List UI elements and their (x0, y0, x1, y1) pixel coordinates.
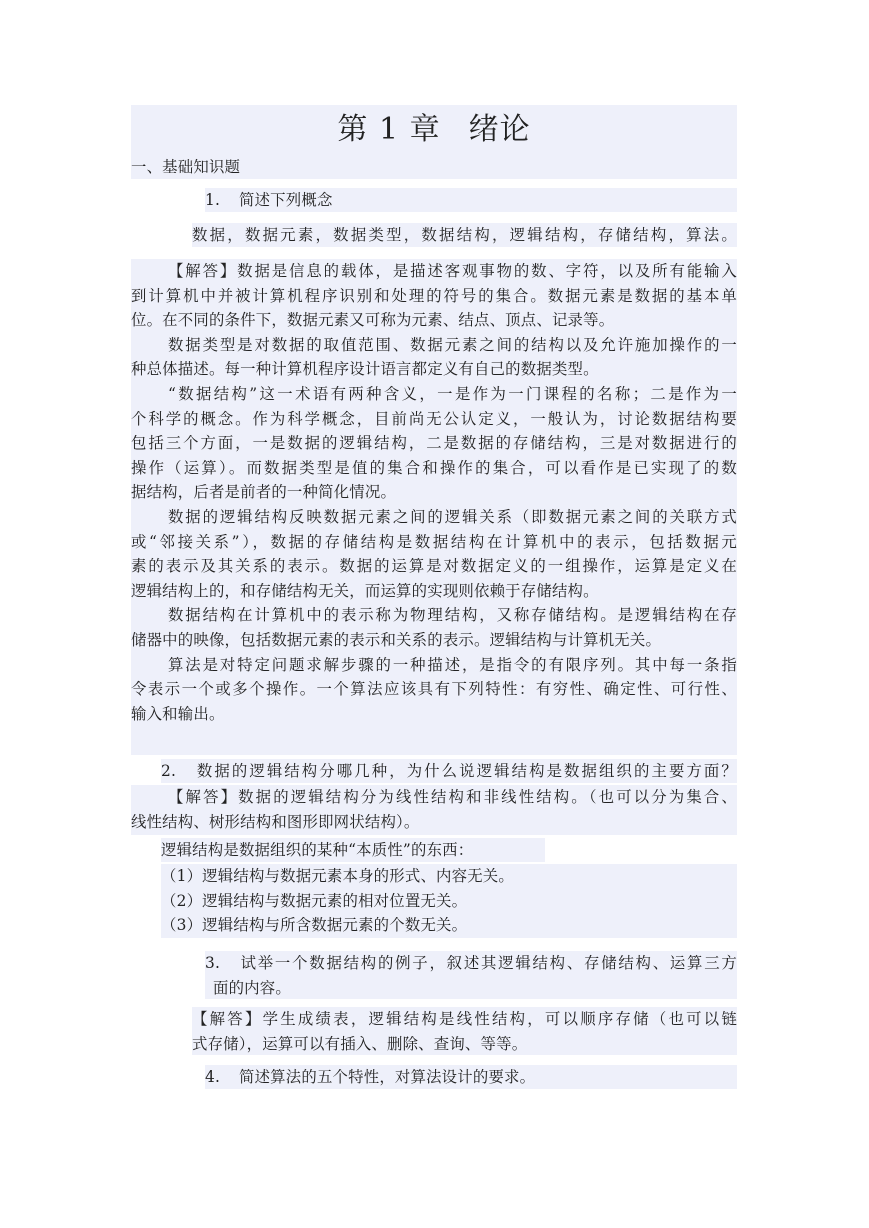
answer-2-points (161, 864, 737, 938)
question-2 (161, 759, 737, 783)
question-3 (205, 951, 737, 999)
question-4-number: 4. (205, 1068, 221, 1086)
question-1-text: 简述下列概念 (239, 191, 333, 209)
answer-3: 【解答】学生成绩表，逻辑结构是线性结构，可以顺序存储（也可以链 式存储），运算可以有插入、删除、查询、等等。 (192, 1007, 737, 1055)
answer-1: 【解答】数据是信息的载体，是描述客观事物的数、字符，以及所有能输入 到计算机中并被计算机程序识别和处理的符号的集合。数据元素是数据的基本单 位。在不同的条件下，数据元素又可称为元素、结点、顶点、记录等。 数据类型是对数据的取值范围、数据元素之间的结构以及允许施加操作的一 种总体描述。每一种计算机程序设计语言都定义有自己的数据类型。 “数据结构”这一术语有两种含义，一是作为一门课程的名称；二是作为一 个科学的概念。作为科学概念，目前尚无公认定义，一般认为，讨论数据结构要 包括三个方面，一是数据的逻辑结构，二是数据的存储结构，三是对数据进行的 操作（运算）。而数据类型是值的集合和操作的集合，可以看作是已实现了的数 据结构，后者是前者的一种简化情况。 数据的逻辑结构反映数据元素之间的逻辑关系（即数据元素之间的关联方式 或“邻接关系”），数据的存储结构是数据结构在计算机中的表示，包括数据元 素的表示及其关系的表示。数据的运算是对数据定义的一组操作，运算是定义在 逻辑结构上的，和存储结构无关，而运算的实现则依赖于存储结构。 数据结构在计算机中的表示称为物理结构，又称存储结构。是逻辑结构在存 储器中的映像，包括数据元素的表示和关系的表示。逻辑结构与计算机无关。 算法是对特定问题求解步骤的一种描述，是指令的有限序列。其中每一条指 令表示一个或多个操作。一个算法应该具有下列特性：有穷性、确定性、可行性、 输入和输出。 (131, 259, 737, 755)
question-1-number: 1. (205, 191, 221, 209)
section-heading: 一、基础知识题 (131, 155, 737, 179)
question-3-number: 3. (205, 954, 221, 972)
question-1 (205, 188, 737, 212)
question-4-text: 简述算法的五个特性，对算法设计的要求。 (239, 1068, 536, 1086)
question-2-number: 2. (161, 762, 177, 780)
question-3-text-line-1: 试举一个数据结构的例子，叙述其逻辑结构、存储结构、运算三方 (239, 954, 737, 972)
chapter-name: 绪论 (468, 112, 531, 147)
chapter-number: 第 1 章 (337, 112, 441, 147)
answer-2-point-1: （1）逻辑结构与数据元素本身的形式、内容无关。 (161, 867, 514, 885)
answer-2-point-2: （2）逻辑结构与数据元素的相对位置无关。 (161, 891, 468, 910)
answer-2: 【解答】数据的逻辑结构分为线性结构和非线性结构。（也可以分为集合、 线性结构、树形结构和图形即网状结构）。 (131, 785, 737, 835)
chapter-title (131, 105, 737, 155)
answer-2-intro: 逻辑结构是数据组织的某种“本质性”的东西： (161, 838, 545, 862)
question-2-text: 数据的逻辑结构分哪几种，为什么说逻辑结构是数据组织的主要方面？ (195, 762, 737, 780)
question-1-terms: 数据，数据元素，数据类型，数据结构，逻辑结构，存储结构，算法。 (192, 223, 737, 247)
question-3-text-line-2: 面的内容。 (213, 978, 291, 997)
question-4 (205, 1065, 737, 1089)
answer-2-point-3: （3）逻辑结构与所含数据元素的个数无关。 (161, 916, 468, 935)
